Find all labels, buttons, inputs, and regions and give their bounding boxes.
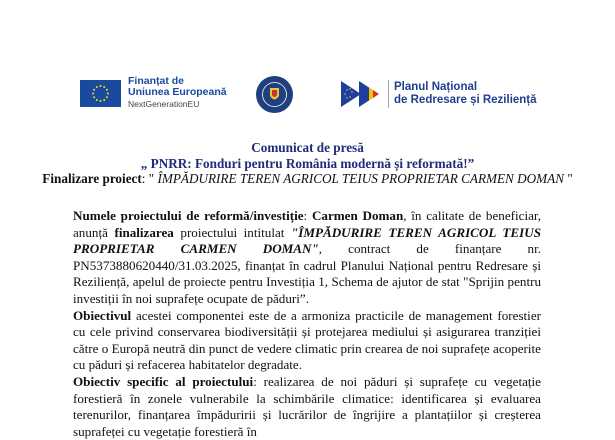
text: acestei componentei este de a armoniza practicile de management forestier cu cele privind conservarea biodiversității și protejarea mediului și asigurarea tranziției către o Europă neutră din punct de vedere climatic prin crearea de noi suprafețe acoperite cu păduri și refacerea habitatelor degradate.	[73, 307, 541, 373]
pnrr-logo-line2: de Redresare și Reziliență	[394, 94, 537, 106]
project-name: ÎMPĂDURIRE TEREN AGRICOL TEIUS PROPRIETAR CARMEN DOMAN	[157, 171, 565, 186]
subtitle: „ PNRR: Fonduri pentru România modernă și reformată!”	[140, 155, 475, 171]
separator: :	[303, 208, 312, 223]
paragraph-specific-objective	[73, 374, 541, 440]
text: : realizarea de noi păduri și suprafețe cu vegetație forestieră în zonele vulnerabile la schimbările climatice: identificarea și evaluarea terenurilor, finanțarea împăduririi și lucrărilor de îngrijire a plantațiilor și creșterea suprafeței cu vegetație forestieră în	[73, 373, 541, 439]
logo-bar	[0, 74, 615, 118]
quote-end: "	[564, 171, 573, 186]
pnrr-logo-line1: Planul Național	[394, 81, 478, 93]
text: proiectului intitulat	[173, 224, 291, 240]
project-heading	[0, 171, 615, 187]
eu-logo-line3: NextGenerationEU	[128, 99, 200, 109]
eu-flag-icon	[80, 80, 121, 107]
press-release-body	[73, 208, 541, 440]
project-label: Finalizare proiect	[42, 171, 142, 186]
government-seal-icon	[256, 76, 293, 113]
text: , în calitate de beneficiar, anunță	[73, 208, 542, 240]
text: , contract de finanțare nr. PN5373880620440/31.03.2025, finanțat în cadrul Planului Național pentru Redresare și Reziliență, apelul de proiecte pentru Investiția 1, Schema de ajutor de stat "Sprijin pentru investiții în noi suprafețe ocupate de păduri”.	[73, 241, 541, 306]
divider	[388, 80, 389, 108]
separator: : "	[141, 171, 158, 186]
paragraph-project-info	[73, 208, 541, 308]
eu-logo-line1: Finanțat de	[128, 75, 185, 87]
eu-funding-logo	[80, 76, 227, 110]
beneficiary-name: Carmen Doman	[311, 208, 404, 223]
pnrr-arrows-icon	[341, 81, 385, 107]
label-objective: Obiectivul	[73, 307, 132, 323]
label-specific-objective: Obiectiv specific al proiectului	[73, 373, 254, 389]
page-title: Comunicat de presă	[251, 140, 364, 155]
press-release-header	[0, 140, 615, 187]
project-title: "ÎMPĂDURIRE TEREN AGRICOL TEIUS PROPRIETAR CARMEN DOMAN"	[73, 224, 541, 257]
pnrr-logo	[341, 80, 537, 108]
finalization-word: finalizarea	[114, 224, 174, 240]
label-project-name: Numele proiectului de reformă/investiție	[73, 208, 304, 223]
paragraph-objective	[73, 308, 541, 374]
eu-logo-line2: Uniunea Europeană	[128, 86, 227, 98]
